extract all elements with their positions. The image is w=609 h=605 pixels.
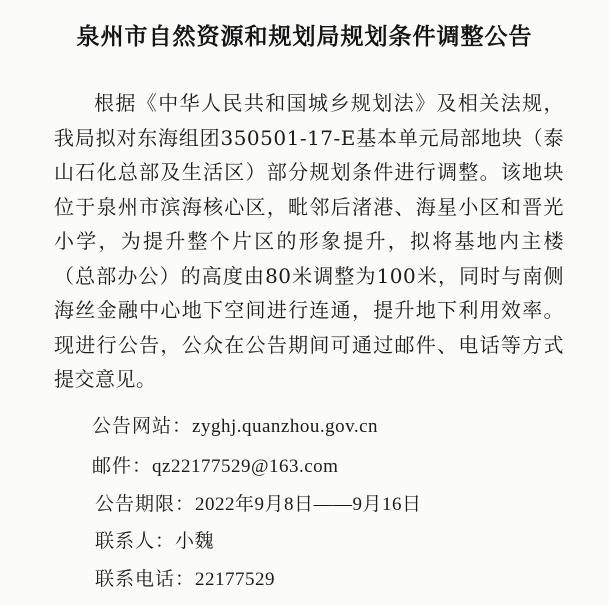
phone-line [95, 564, 275, 591]
website-value: zyghj.quanzhou.gov.cn [192, 416, 379, 437]
phone-value: 22177529 [195, 569, 276, 590]
website-label: 公告网站： [92, 415, 193, 437]
email-label: 邮件： [92, 455, 153, 477]
body-paragraph: 根据《中华人民共和国城乡规划法》及相关法规，我局拟对东海组团350501-17-E基本单元局部地块（泰山石化总部及生活区）部分规划条件进行调整。该地块位于泉州市滨海核心区，毗邻后渚港、海星小区和晋光小学，为提升整个片区的形象提升，拟将基地内主楼（总部办公）的高度由80米调整为100米，同时与南侧海丝金融中心地下空间进行连通，提升地下利用效率。现进行公告，公众在公告期间可通过邮件、电话等方式提交意见。 [54, 91, 564, 391]
period-label: 公告期限： [95, 493, 196, 515]
period-line [95, 489, 422, 516]
email-value: qz22177529@163.com [152, 456, 339, 477]
contact-person-value: 小魏 [175, 531, 215, 552]
contact-person-line [95, 526, 214, 553]
website-line [92, 411, 378, 438]
phone-label: 联系电话： [95, 568, 196, 590]
contact-person-label: 联系人： [95, 530, 176, 552]
period-value: 2022年9月8日——9月16日 [195, 494, 422, 515]
document-title: 泉州市自然资源和规划局规划条件调整公告 [76, 23, 533, 50]
email-line [92, 451, 338, 478]
